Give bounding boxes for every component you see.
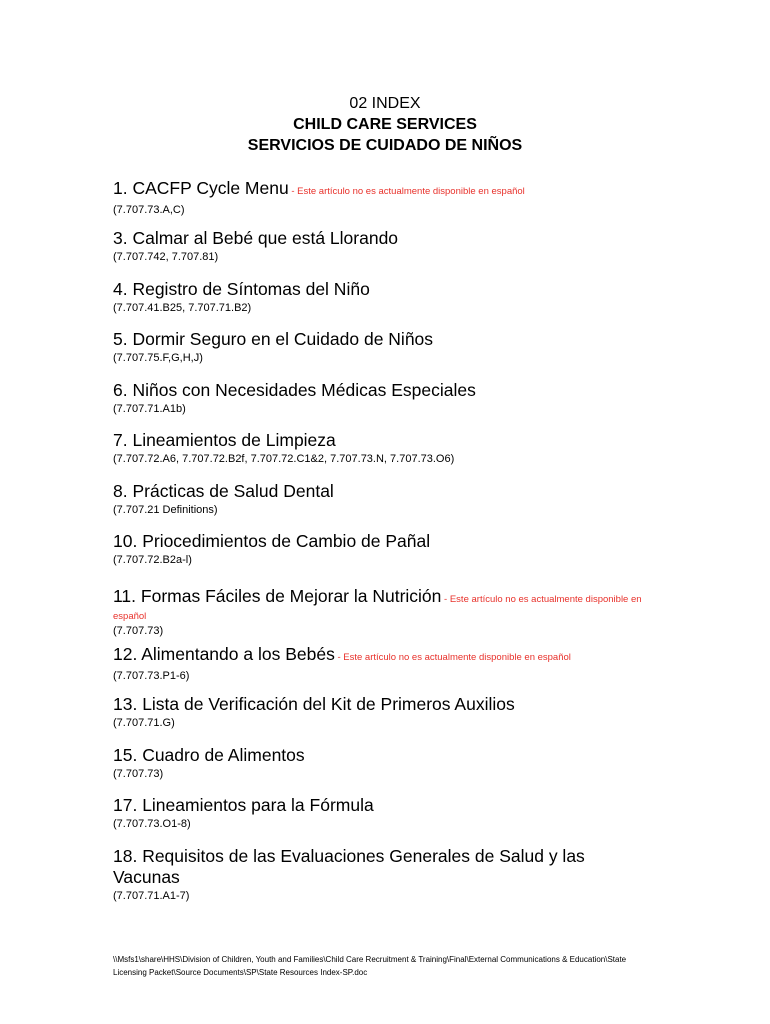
item-reference: (7.707.742, 7.707.81) — [113, 251, 219, 263]
item-reference: (7.707.73) — [113, 768, 164, 780]
file-path-footer: \\Msfs1\share\HHS\Division of Children, Youth and Families\Child Care Recruitment & Training\Final\External Communications & Education\State Licensing Packet\Source Documents\SP\State Resources Index-SP.doc — [113, 955, 627, 977]
list-item — [113, 531, 653, 567]
item-reference: (7.707.41.B25, 7.707.71.B2) — [113, 302, 252, 314]
item-title: 17. Lineamientos para la Fórmula — [113, 795, 374, 815]
item-title: 13. Lista de Verificación del Kit de Primeros Auxilios — [113, 694, 515, 714]
item-reference: (7.707.71.A1b) — [113, 403, 186, 415]
index-label: 02 INDEX — [349, 95, 421, 112]
item-title: 1. CACFP Cycle Menu — [113, 178, 289, 198]
availability-note: - Este artículo no es actualmente disponible en español — [334, 652, 571, 663]
list-item — [113, 745, 653, 781]
list-item — [113, 481, 653, 517]
list-item — [113, 795, 653, 831]
item-reference: (7.707.72.A6, 7.707.72.B2f, 7.707.72.C1&2, 7.707.73.N, 7.707.73.O6) — [113, 453, 455, 465]
list-item — [113, 329, 653, 365]
item-title: 15. Cuadro de Alimentos — [113, 745, 305, 765]
item-title: 10. Priocedimientos de Cambio de Pañal — [113, 531, 431, 551]
availability-note: - Este artículo no es actualmente disponible en español — [113, 594, 642, 622]
item-reference: (7.707.71.G) — [113, 717, 175, 729]
list-item — [113, 279, 653, 315]
list-item — [113, 694, 653, 730]
list-item — [113, 846, 603, 903]
item-reference: (7.707.72.B2a-l) — [113, 554, 192, 566]
list-item — [113, 582, 653, 638]
item-title: 12. Alimentando a los Bebés — [113, 644, 335, 664]
item-reference: (7.707.21 Definitions) — [113, 504, 218, 516]
item-reference: (7.707.73.A,C) — [113, 204, 185, 216]
item-reference: (7.707.73.O1-8) — [113, 818, 191, 830]
item-title: 8. Prácticas de Salud Dental — [113, 481, 334, 501]
item-title: 6. Niños con Necesidades Médicas Especiales — [113, 380, 476, 400]
document-header — [0, 93, 770, 156]
list-item — [113, 380, 653, 416]
list-item — [113, 178, 653, 217]
title-english: CHILD CARE SERVICES — [293, 116, 477, 133]
list-item — [113, 430, 653, 466]
item-reference: (7.707.75.F,G,H,J) — [113, 352, 203, 364]
item-title: 4. Registro de Síntomas del Niño — [113, 279, 370, 299]
title-spanish: SERVICIOS DE CUIDADO DE NIÑOS — [247, 137, 523, 154]
item-title: 5. Dormir Seguro en el Cuidado de Niños — [113, 329, 434, 349]
item-title: 18. Requisitos de las Evaluaciones Generales de Salud y las Vacunas — [113, 846, 585, 887]
item-reference: (7.707.71.A1-7) — [113, 890, 190, 902]
item-title: 11. Formas Fáciles de Mejorar la Nutrición — [113, 586, 442, 606]
item-title: 7. Lineamientos de Limpieza — [113, 430, 336, 450]
item-reference: (7.707.73.P1-6) — [113, 670, 190, 682]
availability-note: - Este artículo no es actualmente disponible en español — [288, 186, 525, 197]
list-item — [113, 644, 653, 683]
item-reference: (7.707.73) — [113, 625, 164, 637]
item-title: 3. Calmar al Bebé que está Llorando — [113, 228, 399, 248]
list-item — [113, 228, 653, 264]
